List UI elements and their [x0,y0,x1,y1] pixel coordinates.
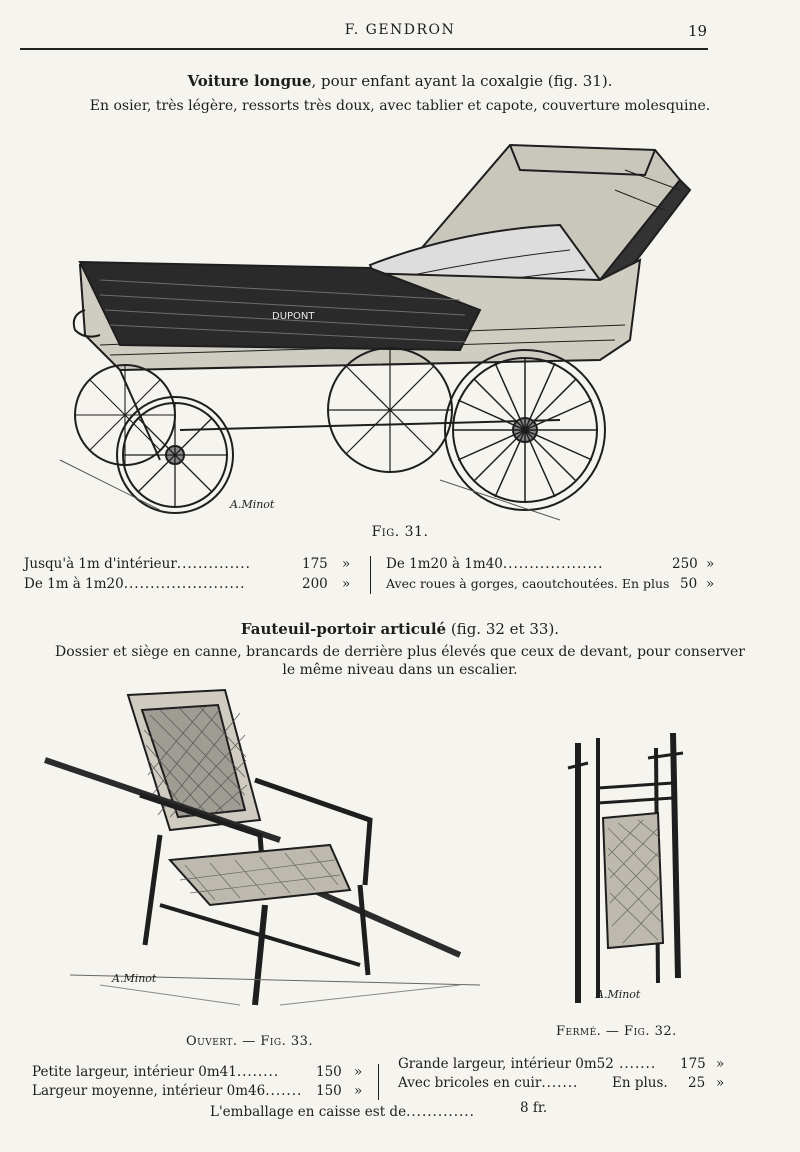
price-amount: 150 [316,1083,342,1099]
price-label: Avec roues à gorges, caoutchoutées. En plus [386,576,670,591]
section2-description-line1: Dossier et siège en canne, brancards de derrière plus élevés que ceux de devant, pour conserver [55,644,745,660]
price-value [302,556,328,572]
packaging-label: L'emballage en caisse est de [210,1104,407,1120]
leader-dots: ....... [541,1075,579,1091]
figure-32-caption: Fermé. — Fig. 32. [556,1024,677,1039]
price-label: Avec bricoles en cuir [398,1075,542,1091]
price-extra: En plus. [612,1075,668,1091]
leader-dots: ................... [502,556,604,572]
figure-31-caption: Fig. 31. [371,524,429,540]
price-row [32,1083,302,1099]
illustrator-signature-31: A.Minot [230,498,275,511]
price-value [316,1064,342,1080]
section1-title [0,72,800,90]
price-amount: 250 [672,556,698,572]
section1-description: En osier, très légère, ressorts très doux, avec tablier et capote, couverture molesquine. [89,98,711,114]
price-value [316,1083,342,1099]
section2-description-line2: le même niveau dans un escalier. [282,662,518,678]
page-number: 19 [688,22,708,40]
price-label: Grande largeur, intérieur 0m52 [398,1056,614,1072]
illustrator-signature-32: A.Minot [596,988,641,1001]
section1-title-bold: Voiture longue [187,72,312,90]
leader-dots: ....... [613,1056,657,1072]
header-rule [20,48,708,50]
leader-dots: ....................... [123,576,246,592]
price-amount: 50 [680,576,698,592]
price-label: Largeur moyenne, intérieur 0m46 [32,1083,266,1099]
price-amount: 175 [302,556,328,572]
section1-title-rest: , pour enfant ayant la coxalgie (fig. 31). [311,72,613,90]
price-row [398,1056,656,1072]
illustrator-signature-33: A.Minot [112,972,157,985]
leader-dots: ....... [265,1083,303,1099]
price-row [398,1075,578,1091]
leader-dots: .............. [176,556,251,572]
price-row [386,556,603,572]
leader-dots: ............. [406,1104,475,1120]
stroller-illustration [40,130,720,530]
price-unit: » [716,1075,725,1091]
price-unit: » [354,1064,363,1080]
section2-title [0,620,800,638]
price-row [386,576,669,591]
price-row [24,576,245,592]
price-amount: 150 [316,1064,342,1080]
packaging-value: 8 fr. [520,1100,548,1116]
column-divider [370,556,371,594]
figure-33-caption: Ouvert. — Fig. 33. [186,1034,314,1049]
price-label: De 1m20 à 1m40 [386,556,503,572]
price-row [32,1064,279,1080]
header-title: F. GENDRON [344,22,456,38]
price-value [688,1075,705,1091]
price-value [302,576,328,592]
leader-dots: ........ [236,1064,280,1080]
stroller-brand-label: DUPONT [272,311,315,322]
column-divider [378,1064,379,1100]
price-label: Jusqu'à 1m d'intérieur [24,556,177,572]
price-value [680,576,697,592]
section2-title-rest: (fig. 32 et 33). [446,620,560,638]
price-unit: » [354,1083,363,1099]
price-unit: » [706,556,715,572]
packaging-line [210,1104,475,1120]
price-unit: » [342,576,351,592]
price-label: Petite largeur, intérieur 0m41 [32,1064,237,1080]
price-amount: 25 [688,1075,706,1091]
price-unit: » [706,576,715,592]
price-value [680,1056,706,1072]
price-unit: » [716,1056,725,1072]
price-label: De 1m à 1m20 [24,576,124,592]
section2-title-bold: Fauteuil-portoir articulé [240,620,447,638]
price-value [672,556,698,572]
price-row [24,556,251,572]
open-chair-illustration [40,685,480,1025]
price-amount: 200 [302,576,328,592]
running-header [0,22,800,38]
price-unit: » [342,556,351,572]
price-amount: 175 [680,1056,706,1072]
closed-chair-illustration [548,728,698,1018]
